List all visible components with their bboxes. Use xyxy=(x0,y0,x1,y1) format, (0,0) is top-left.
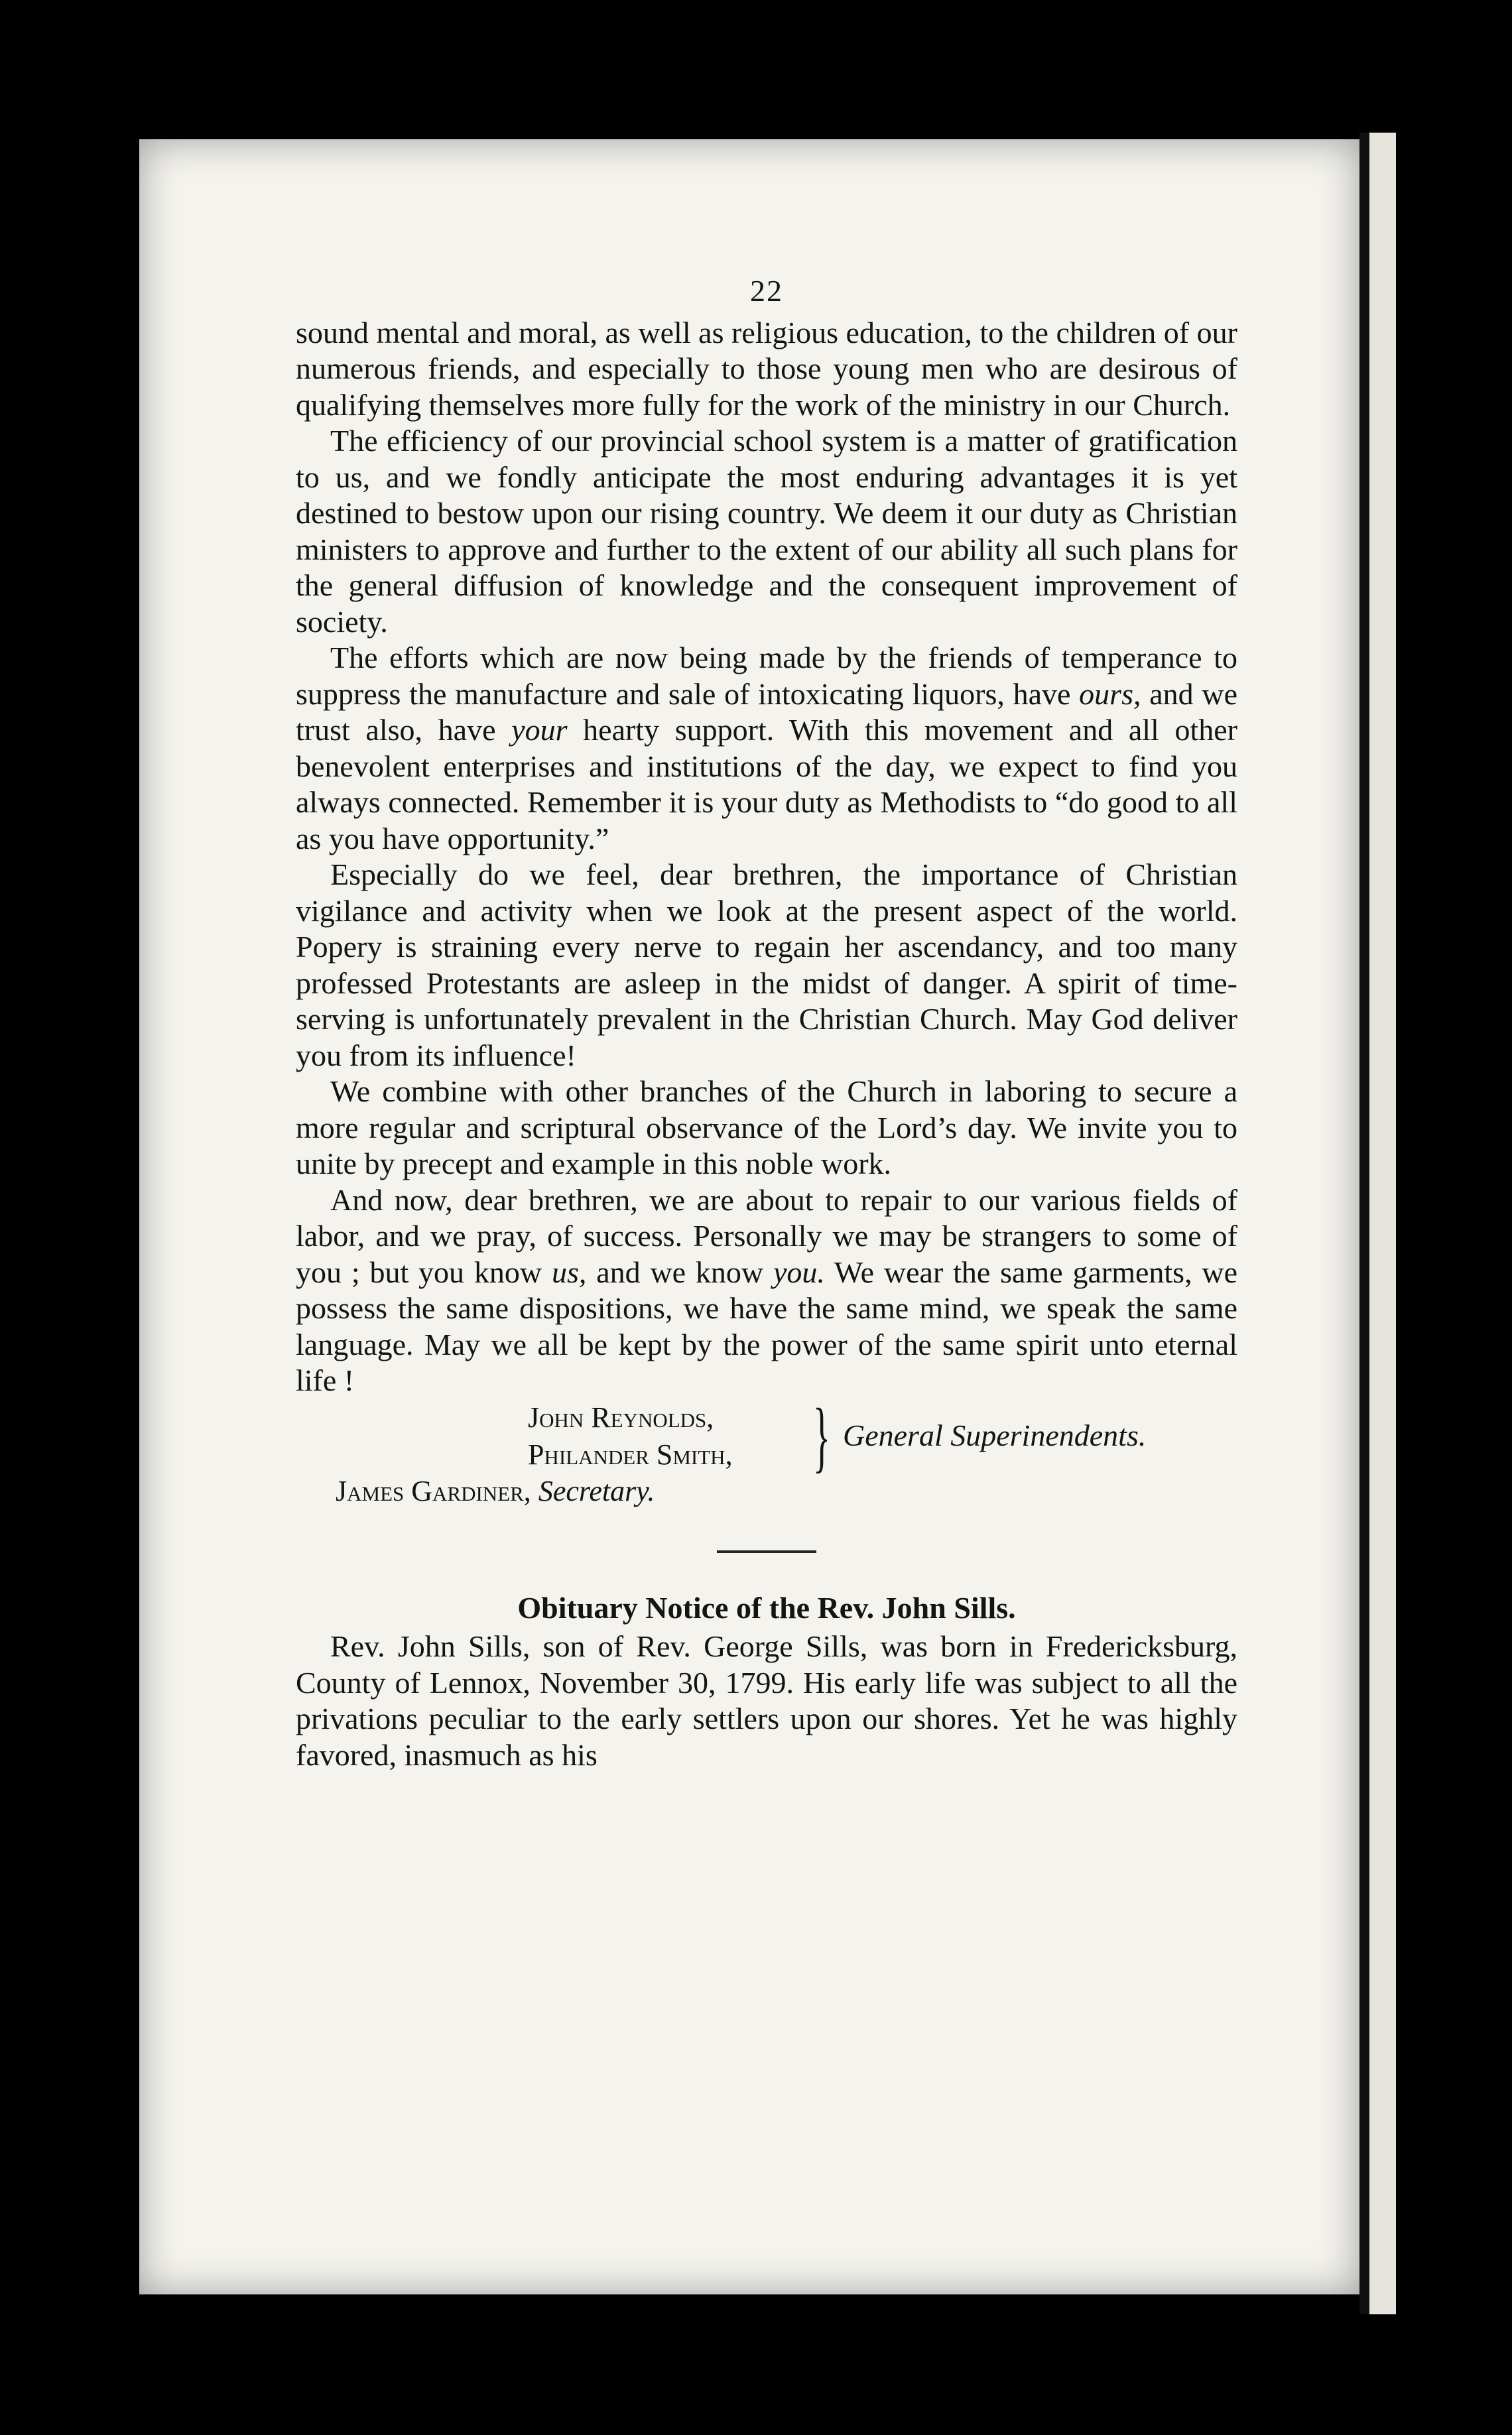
superintendent-names xyxy=(528,1399,733,1473)
farewell-text-start: And now, dear brethren, we are about to repair to our various fields of labor, and we pray, of success. Personally we may be strangers to some of you ; but you know xyxy=(296,1182,1237,1289)
signatory-smith: Philander Smith, xyxy=(528,1438,733,1471)
temperance-text-start: The efforts which are now being made by the friends of temperance to suppress the manufacture and sale of intoxicating liquors, have xyxy=(296,641,1237,711)
section-divider xyxy=(717,1550,816,1553)
page-number: 22 xyxy=(750,274,783,308)
superintendents-title: General Superinendents. xyxy=(843,1418,1147,1452)
signature-block xyxy=(296,1391,1237,1512)
farewell-text-end: We wear the same garments, we possess the same dispositions, we have the same mind, we speak the same language. May we all be kept by the power of the same spirit unto eternal life ! xyxy=(296,1255,1238,1397)
paragraph-vigilance: Especially do we feel, dear brethren, the importance of Christian vigilance and activity when we look at the present aspect of the world. Popery is straining every nerve to regain her ascendancy, and too many professed Protestants are asleep in the midst of danger. A spirit of time-serving is unfortunately prevalent in the Christian Church. May God deliver you from its influence! xyxy=(296,857,1237,1072)
paragraph-education: sound mental and moral, as well as religious education, to the children of our numerous friends, and especially to those young men who are desirous of qualifying themselves more fully for the work of the ministry in our Church. xyxy=(296,315,1237,422)
emphasis-ours: ours, xyxy=(1079,676,1141,711)
emphasis-your: your xyxy=(511,713,568,747)
emphasis-you: you. xyxy=(773,1255,825,1289)
paragraph-temperance xyxy=(296,640,1237,857)
page-gutter-shadow xyxy=(1359,133,1370,2314)
secretary-name: James Gardiner, xyxy=(336,1474,531,1507)
farewell-text-middle: and we know xyxy=(596,1255,764,1289)
grouping-brace: } xyxy=(813,1391,830,1480)
temperance-text-middle: and we trust also, have xyxy=(296,676,1238,747)
secretary-title: Secretary. xyxy=(538,1474,655,1507)
document-body xyxy=(296,273,1237,1773)
paragraph-school-system: The efficiency of our provincial school system is a matter of gratification to us, and we fondly anticipate the most enduring advantages it is yet destined to bestow upon our rising country. We deem it our duty as Christian ministers to approve and further to the extent of our ability all such plans for the general diffusion of knowledge and the consequent improvement of society. xyxy=(296,424,1237,639)
secretary-line xyxy=(336,1473,655,1510)
temperance-text-end: hearty support. With this movement and all other benevolent enterprises and institutions of the day, we expect to find you always connected. Remember it is your duty as Methodists to “do good to all as you have opportunity.” xyxy=(296,713,1237,855)
obituary-paragraph: Rev. John Sills, son of Rev. George Sills, was born in Fredericksburg, County of Lennox, November 30, 1799. His early life was subject to all the privations peculiar to the early settlers upon our shores. Yet he was highly favored, inasmuch as his xyxy=(296,1629,1237,1772)
obituary-title: Obituary Notice of the Rev. John Sills. xyxy=(517,1590,1016,1625)
signatory-reynolds: John Reynolds, xyxy=(528,1401,714,1434)
paragraph-farewell xyxy=(296,1182,1237,1399)
emphasis-us: us, xyxy=(551,1255,587,1289)
facing-page-edge xyxy=(1369,133,1396,2314)
paragraph-lords-day: We combine with other branches of the Church in laboring to secure a more regular and scriptural observance of the Lord’s day. We invite you to unite by precept and example in this noble work. xyxy=(296,1074,1237,1180)
